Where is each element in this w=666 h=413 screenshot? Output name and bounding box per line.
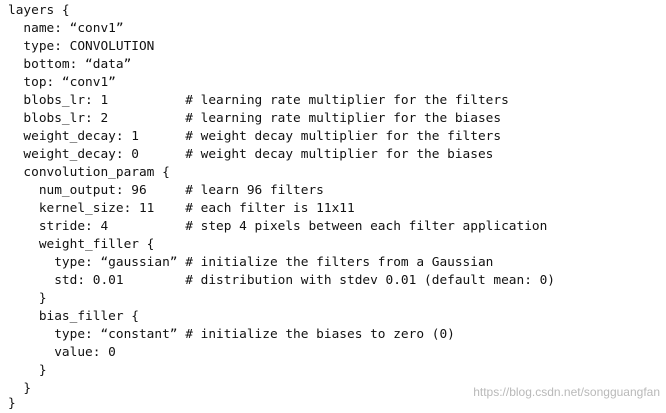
code-line: } xyxy=(8,396,16,411)
code-line: } xyxy=(8,291,47,306)
code-line: top: “conv1” xyxy=(8,75,116,90)
code-line: weight_filler { xyxy=(8,237,155,252)
code-line: weight_decay: 0 # weight decay multiplier for the biases xyxy=(8,147,494,162)
code-line: blobs_lr: 2 # learning rate multiplier for the biases xyxy=(8,111,502,126)
code-line: num_output: 96 # learn 96 filters xyxy=(8,183,324,198)
code-line: blobs_lr: 1 # learning rate multiplier for the filters xyxy=(8,93,509,108)
code-line: stride: 4 # step 4 pixels between each filter application xyxy=(8,219,548,234)
code-line: type: “gaussian” # initialize the filters from a Gaussian xyxy=(8,255,494,270)
code-line: std: 0.01 # distribution with stdev 0.01 (default mean: 0) xyxy=(8,273,556,288)
code-line: bottom: “data” xyxy=(8,57,132,72)
code-line: } xyxy=(8,363,47,378)
watermark-url: https://blog.csdn.net/songguangfan xyxy=(473,385,660,399)
code-line: bias_filler { xyxy=(8,309,139,324)
code-line: layers { xyxy=(8,3,70,18)
code-line: name: “conv1” xyxy=(8,21,124,36)
code-line: value: 0 xyxy=(8,345,116,360)
code-line: convolution_param { xyxy=(8,165,170,180)
code-line: type: “constant” # initialize the biases to zero (0) xyxy=(8,327,455,342)
code-line: type: CONVOLUTION xyxy=(8,39,155,54)
code-line: } xyxy=(8,381,32,396)
code-line: weight_decay: 1 # weight decay multiplier for the filters xyxy=(8,129,502,144)
code-line: kernel_size: 11 # each filter is 11x11 xyxy=(8,201,355,216)
